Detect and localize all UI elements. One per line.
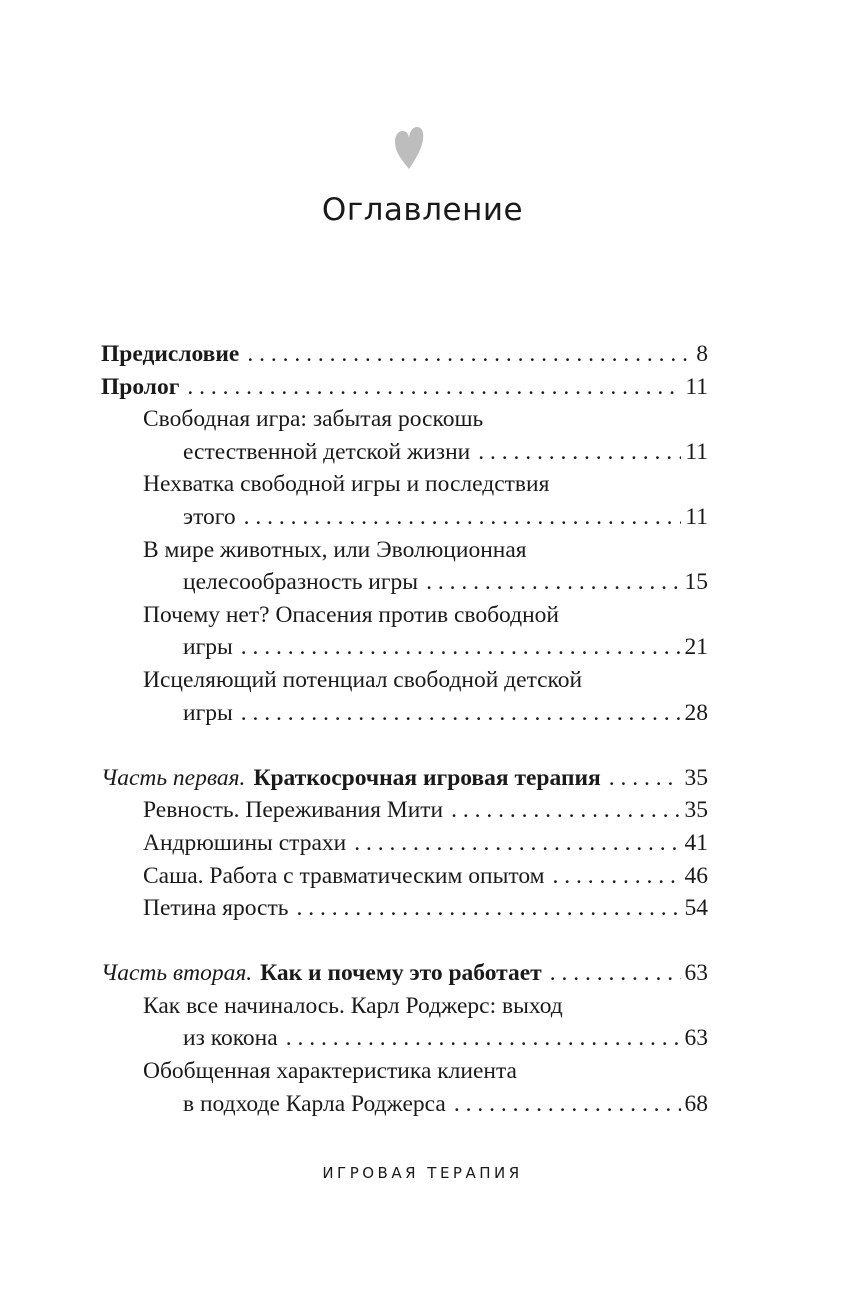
page-number: 63 — [684, 960, 708, 987]
dot-leader — [247, 338, 692, 371]
toc-entry[interactable] — [101, 599, 708, 664]
section-spacer — [101, 925, 708, 958]
toc-entry-label: Почему нет? Опасения против свободной — [143, 601, 559, 628]
dot-leader — [478, 436, 681, 469]
toc-entry[interactable] — [101, 403, 708, 468]
running-footer: ИГРОВАЯ ТЕРАПИЯ — [322, 1164, 523, 1182]
toc-entry-label: В мире животных, или Эволюционная — [143, 536, 527, 563]
toc-entry-label: Нехватка свободной игры и последствия — [143, 471, 550, 498]
toc-entry-label-cont: целесообразность игры — [183, 569, 419, 596]
toc-entry[interactable] — [101, 892, 708, 925]
page-number: 28 — [684, 699, 708, 726]
toc-entry-label: Андрюшины страхи — [143, 829, 347, 856]
dot-leader — [241, 631, 681, 664]
toc-entry[interactable] — [101, 990, 708, 1055]
dot-leader — [454, 1088, 681, 1121]
toc-entry-label: Предисловие — [101, 341, 240, 367]
toc-entry-label: Как все начиналось. Карл Роджерс: выход — [143, 992, 563, 1019]
toc-entry-label: Петина ярость — [143, 895, 289, 922]
part-title: Краткосрочная игровая терапия — [253, 764, 601, 791]
dot-leader — [296, 892, 680, 925]
toc-entry-label-cont: естественной детской жизни — [183, 438, 471, 465]
toc-entry[interactable] — [101, 468, 708, 533]
dot-leader — [354, 827, 680, 860]
toc-entry-preface[interactable] — [101, 338, 708, 371]
toc-entry-label: Пролог — [101, 373, 180, 400]
dot-leader — [286, 1022, 681, 1055]
toc-entry[interactable] — [101, 794, 708, 827]
page-number: 35 — [684, 797, 708, 824]
dot-leader — [187, 371, 681, 404]
toc-entry-label: Саша. Работа с травматическим опытом — [143, 862, 545, 889]
dot-leader — [244, 501, 682, 534]
part-title: Как и почему это работает — [260, 960, 542, 987]
page-number: 54 — [684, 895, 708, 922]
toc-entry-part-one[interactable] — [101, 762, 708, 795]
toc-entry-label: Ревность. Переживания Мити — [143, 797, 444, 824]
section-spacer — [101, 729, 708, 762]
toc-entry-label-cont: игры — [183, 634, 233, 661]
toc-entry-label-cont: этого — [183, 503, 236, 530]
part-prefix: Часть первая. — [101, 764, 246, 791]
page-number: 41 — [684, 829, 708, 856]
dot-leader — [451, 794, 680, 827]
page-number: 8 — [696, 341, 708, 367]
page-number: 11 — [685, 438, 708, 465]
page-number: 11 — [685, 373, 708, 400]
page-number: 46 — [684, 862, 708, 889]
toc-entry[interactable] — [101, 534, 708, 599]
toc-entry[interactable] — [101, 860, 708, 893]
page-number: 35 — [684, 764, 708, 791]
toc-entry-part-two[interactable] — [101, 957, 708, 990]
toc-entry-prologue[interactable] — [101, 371, 708, 404]
toc-entry-label-cont: в подходе Карла Роджерса — [183, 1090, 446, 1117]
dot-leader — [553, 860, 681, 893]
page-number: 21 — [684, 634, 708, 661]
dot-leader — [241, 697, 681, 730]
toc-entry[interactable] — [101, 1055, 708, 1120]
table-of-contents — [101, 338, 708, 1120]
toc-entry[interactable] — [101, 827, 708, 860]
dot-leader — [426, 566, 680, 599]
dot-leader — [550, 957, 681, 990]
page-number: 68 — [684, 1090, 708, 1117]
toc-entry-label-cont: игры — [183, 699, 233, 726]
page-number: 11 — [685, 503, 708, 530]
heart-icon — [393, 125, 425, 171]
page-title: Оглавление — [321, 192, 524, 228]
part-prefix: Часть вторая. — [101, 960, 253, 987]
toc-entry-label: Обобщенная характеристика клиента — [143, 1058, 517, 1085]
dot-leader — [609, 762, 681, 795]
toc-entry-label-cont: из кокона — [183, 1025, 278, 1052]
page-number: 63 — [684, 1025, 708, 1052]
toc-entry-label: Свободная игра: забытая роскошь — [143, 406, 484, 433]
page-number: 15 — [684, 569, 708, 596]
toc-entry[interactable] — [101, 664, 708, 729]
toc-entry-label: Исцеляющий потенциал свободной детской — [143, 666, 583, 693]
